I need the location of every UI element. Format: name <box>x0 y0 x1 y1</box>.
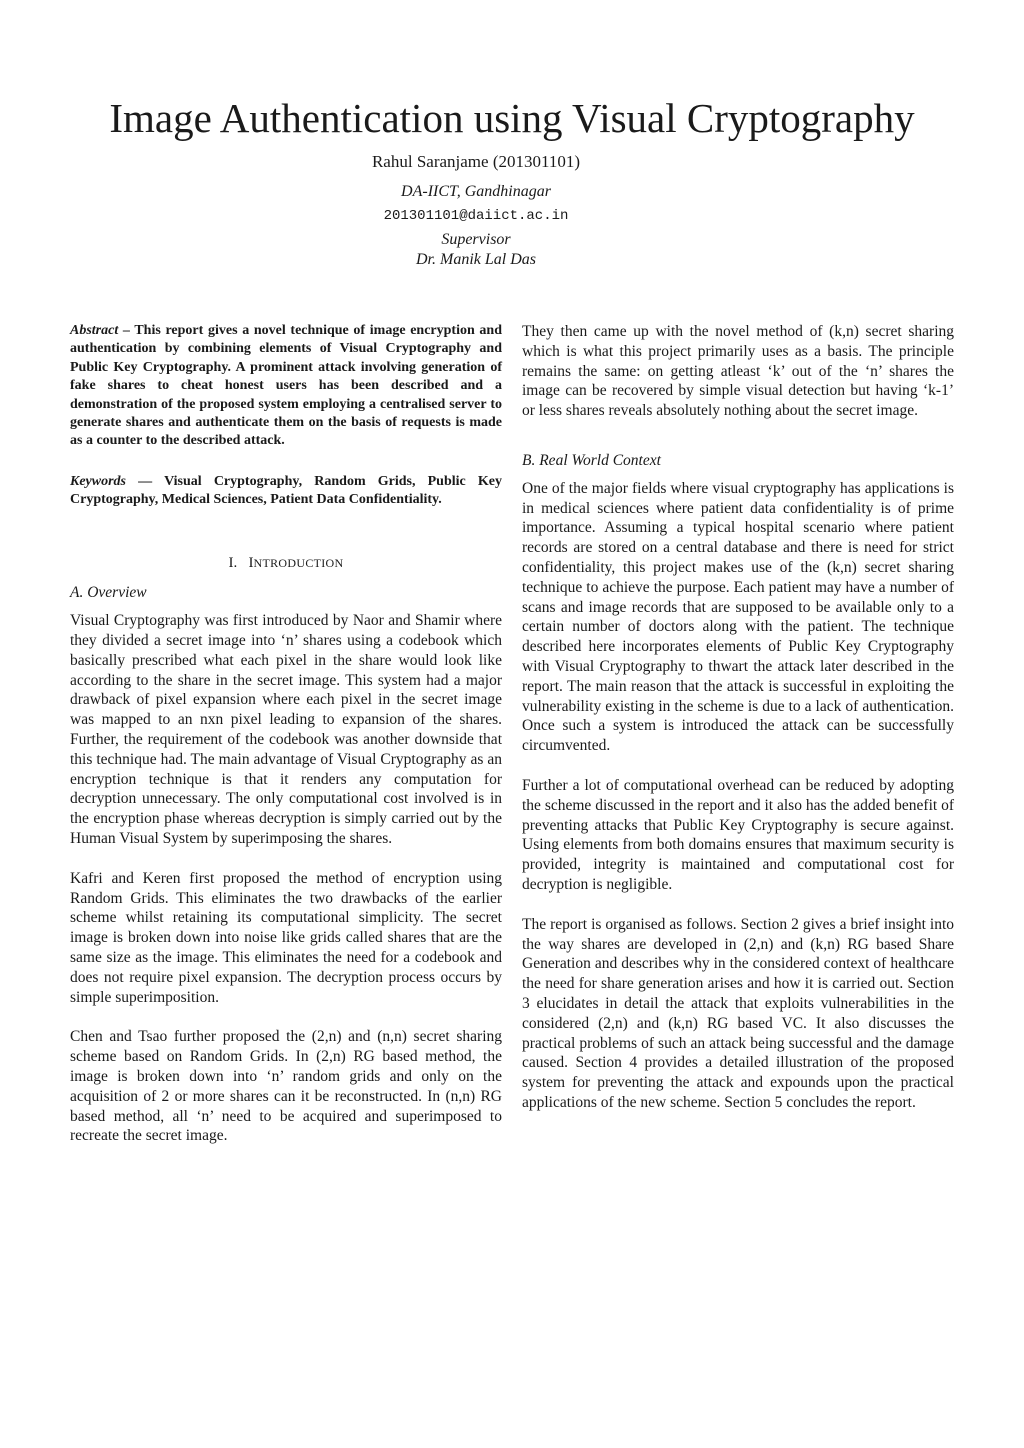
supervisor-label: Supervisor <box>441 231 511 248</box>
author-block <box>0 150 952 270</box>
subsection-heading-real-world-context: B. Real World Context <box>522 451 661 469</box>
keywords <box>70 473 502 510</box>
abstract-dash: – <box>118 323 135 338</box>
paragraph: The report is organised as follows. Section 2 gives a brief insight into the way shares are developed in (2,n) and (k,n) RG based Share Generation and describes why in the considered context of healthcare the need for share generation arises and how it is carried out. Section 3 elucidates in detail the attack that exploits vulnerabilities in the considered (2,n) and (k,n) RG based VC. It also discusses the practical problems of such an attack being successful and the damage caused. Section 4 provides a detailed illustration of the proposed system for preventing the attack and expounds upon the practical applications of the new scheme. Section 5 concludes the report. <box>522 915 954 1111</box>
paper-title: Image Authentication using Visual Cryptography <box>109 95 915 141</box>
subsection-heading-overview: A. Overview <box>70 584 147 602</box>
author-email: 201301101@daiict.ac.in <box>383 208 569 224</box>
paragraph: They then came up with the novel method of (k,n) secret sharing which is what this project primarily uses as a basis. The principle remains the same: on getting atleast ‘k’ out of the ‘n’ shares the image can be recovered by simple visual detection but having ‘k-1’ or less shares reveals absolutely nothing about the secret image. <box>522 323 954 420</box>
paragraph: One of the major fields where visual cryptography has applications is in medical sciences where patient data confidentiality is of prime importance. Assuming a typical hospital scenario where patient records are stored on a central database and there is need for strict confidentiality, this project makes use of the (k,n) secret sharing technique to achieve the purpose. Each patient may have a number of scans and image records that are supposed to be available only to a certain number of doctors along with the patient. The technique described here incorporates elements of Public Key Cryptography with Visual Cryptography to thwart the attack later described in the report. The main reason that the attack is successful in exploiting the vulnerability existing in the scheme is due to a lack of authentication. Once such a system is introduced the attack can be successfully circumvented. <box>522 479 954 755</box>
author-name: Rahul Saranjame (201301101) <box>371 152 581 171</box>
section-title-rest: NTRODUCTION <box>253 555 344 570</box>
paragraph: Further a lot of computational overhead can be reduced by adopting the scheme discussed in the report and it also has the added benefit of preventing attacks that Public Key Cryptography is secure against. Using elements from both domains ensures that maximum security is provided, integrity is maintained and computational cost for decryption is negligible. <box>522 776 954 893</box>
right-column <box>522 322 954 1113</box>
section-heading-introduction <box>70 554 502 574</box>
keywords-text: Visual Cryptography, Random Grids, Public Key Cryptography, Medical Sciences, Patient Data Confidentiality. <box>70 473 503 508</box>
author-affiliation: DA-IICT, Gandhinagar <box>401 183 551 200</box>
left-column <box>70 322 502 1146</box>
section-number: I. <box>228 554 238 571</box>
section-title-first-letter: I <box>248 554 254 571</box>
supervisor-name: Dr. Manik Lal Das <box>415 251 536 268</box>
abstract <box>70 322 502 451</box>
abstract-text: This report gives a novel technique of image encryption and authentication by combining elements of Visual Cryptography and Public Key Cryptography. A prominent attack involving generation of fake shares to cheat honest users has been described and a demonstration of the proposed system employing a centralised server to generate shares and authenticate them on the basis of requests is made as a counter to the described attack. <box>70 323 502 449</box>
paragraph: Kafri and Keren first proposed the method of encryption using Random Grids. This eliminates the two drawbacks of the earlier scheme whilst retaining its computational simplicity. The secret image is broken down into noise like grids called shares that are the same size as the image. This eliminates the need for a codebook and does not require pixel expansion. The decryption process occurs by simple superimposition. <box>70 869 502 1006</box>
keywords-dash: — <box>126 473 165 489</box>
paragraph: Visual Cryptography was first introduced by Naor and Shamir where they divided a secret image into ‘n’ shares using a codebook which basically prescribed what each pixel in the share would look like according to the share in the secret image. This system had a major drawback of pixel expansion where each pixel in the secret image was mapped to an nxn pixel leading to expansion of the shares. Further, the requirement of the codebook was another downside that this technique had. The main advantage of Visual Cryptography as an encryption technique is that it renders any computation for decryption unnecessary. The only computational cost involved is in the encryption phase whereas decryption is simply carried out by the Human Visual System by superimposing the shares. <box>70 612 502 848</box>
abstract-label: Abstract <box>70 323 119 338</box>
paragraph: Chen and Tsao further proposed the (2,n) and (n,n) secret sharing scheme based on Random Grids. In (2,n) RG based method, the image is broken down into ‘n’ random grids and only on the acquisition of 2 or more shares can it be reconstructed. In (n,n) RG based method, all ‘n’ need to be acquired and superimposed to recreate the secret image. <box>70 1028 502 1145</box>
keywords-label: Keywords <box>70 473 126 489</box>
